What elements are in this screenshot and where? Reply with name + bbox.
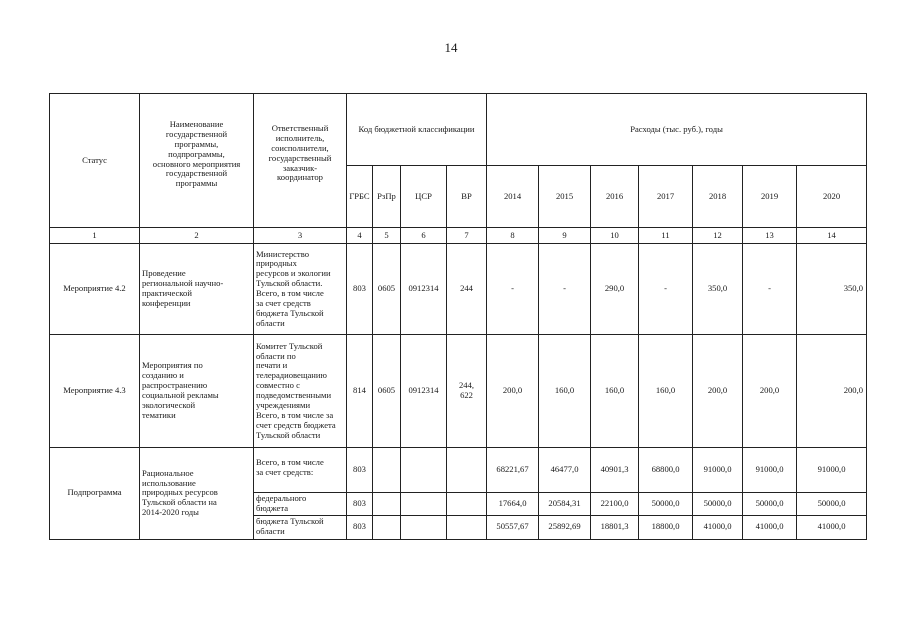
row-value: 160,0: [591, 335, 639, 448]
subprogram-responsible: Всего, в том числе за счет средств:: [254, 448, 347, 493]
column-number: 14: [797, 228, 867, 244]
row-csr: 0912314: [401, 244, 447, 335]
row-value: -: [487, 244, 539, 335]
header-year: 2020: [797, 166, 867, 228]
subprogram-value: 50000,0: [693, 493, 743, 516]
row-value: 350,0: [693, 244, 743, 335]
header-budget-code: Код бюджетной классификации: [347, 94, 487, 166]
row-value: 160,0: [539, 335, 591, 448]
row-status: Мероприятие 4.2: [50, 244, 140, 335]
row-value: 200,0: [743, 335, 797, 448]
subprogram-csr: [401, 493, 447, 516]
subprogram-value: 91000,0: [797, 448, 867, 493]
row-name: Мероприятия по созданию и распространению социальной рекламы экологической тематики: [140, 335, 254, 448]
subprogram-value: 40901,3: [591, 448, 639, 493]
header-responsible: Ответственный исполнитель, соисполнители, государственный заказчик- координатор: [254, 94, 347, 228]
row-value: -: [639, 244, 693, 335]
subprogram-value: 41000,0: [693, 515, 743, 539]
budget-table: [49, 93, 867, 540]
header-expenses: Расходы (тыс. руб.), годы: [487, 94, 867, 166]
table-row-subprogram-total: [50, 448, 867, 493]
subprogram-value: 46477,0: [539, 448, 591, 493]
row-value: -: [743, 244, 797, 335]
subprogram-vr: [447, 493, 487, 516]
subprogram-rzpr: [373, 493, 401, 516]
row-vr: 244: [447, 244, 487, 335]
column-number: 10: [591, 228, 639, 244]
header-status: Статус: [50, 94, 140, 228]
subprogram-value: 22100,0: [591, 493, 639, 516]
subprogram-grbs: 803: [347, 448, 373, 493]
row-rzpr: 0605: [373, 335, 401, 448]
column-number: 5: [373, 228, 401, 244]
row-grbs: 803: [347, 244, 373, 335]
column-number: 3: [254, 228, 347, 244]
header-grbs: ГРБС: [347, 166, 373, 228]
header-year: 2018: [693, 166, 743, 228]
table-row-measure-4-2: [50, 244, 867, 335]
column-number: 8: [487, 228, 539, 244]
row-csr: 0912314: [401, 335, 447, 448]
column-number: 4: [347, 228, 373, 244]
subprogram-vr: [447, 515, 487, 539]
column-number: 9: [539, 228, 591, 244]
subprogram-value: 41000,0: [743, 515, 797, 539]
row-responsible: Министерство природных ресурсов и экологии Тульской области. Всего, в том числе за счет средств бюджета Тульской области: [254, 244, 347, 335]
column-number-row: [50, 228, 867, 244]
row-status: Мероприятие 4.3: [50, 335, 140, 448]
column-number: 2: [140, 228, 254, 244]
page-number: 14: [444, 40, 458, 55]
column-number: 7: [447, 228, 487, 244]
row-value: 350,0: [797, 244, 867, 335]
subprogram-responsible: федерального бюджета: [254, 493, 347, 516]
column-number: 6: [401, 228, 447, 244]
subprogram-grbs: 803: [347, 493, 373, 516]
column-number: 13: [743, 228, 797, 244]
subprogram-value: 41000,0: [797, 515, 867, 539]
subprogram-status: Подпрограмма: [50, 448, 140, 540]
header-year: 2016: [591, 166, 639, 228]
subprogram-responsible: бюджета Тульской области: [254, 515, 347, 539]
column-number: 12: [693, 228, 743, 244]
row-vr: 244, 622: [447, 335, 487, 448]
row-value: 290,0: [591, 244, 639, 335]
row-value: 160,0: [639, 335, 693, 448]
subprogram-value: 17664,0: [487, 493, 539, 516]
subprogram-value: 50000,0: [743, 493, 797, 516]
column-number: 11: [639, 228, 693, 244]
row-responsible: Комитет Тульской области по печати и телерадиовещанию совместно с подведомственными учреждениями Всего, в том числе за счет средств бюджета Тульской области: [254, 335, 347, 448]
subprogram-value: 50000,0: [797, 493, 867, 516]
header-year: 2017: [639, 166, 693, 228]
subprogram-csr: [401, 448, 447, 493]
subprogram-grbs: 803: [347, 515, 373, 539]
table-row-measure-4-3: [50, 335, 867, 448]
subprogram-value: 50000,0: [639, 493, 693, 516]
subprogram-csr: [401, 515, 447, 539]
subprogram-value: 68800,0: [639, 448, 693, 493]
subprogram-rzpr: [373, 448, 401, 493]
row-grbs: 814: [347, 335, 373, 448]
subprogram-value: 18800,0: [639, 515, 693, 539]
subprogram-value: 68221,67: [487, 448, 539, 493]
subprogram-value: 20584,31: [539, 493, 591, 516]
header-year: 2014: [487, 166, 539, 228]
subprogram-value: 91000,0: [693, 448, 743, 493]
header-program-name: Наименование государственной программы, подпрограммы, основного мероприятия государственной программы: [140, 94, 254, 228]
row-value: 200,0: [693, 335, 743, 448]
subprogram-name: Рациональное использование природных ресурсов Тульской области на 2014-2020 годы: [140, 448, 254, 540]
header-csr: ЦСР: [401, 166, 447, 228]
header-vr: ВР: [447, 166, 487, 228]
header-year: 2015: [539, 166, 591, 228]
row-value: 200,0: [797, 335, 867, 448]
row-value: 200,0: [487, 335, 539, 448]
subprogram-value: 50557,67: [487, 515, 539, 539]
subprogram-value: 91000,0: [743, 448, 797, 493]
subprogram-vr: [447, 448, 487, 493]
row-rzpr: 0605: [373, 244, 401, 335]
row-name: Проведение региональной научно- практической конференции: [140, 244, 254, 335]
header-year: 2019: [743, 166, 797, 228]
header-rzpr: РзПр: [373, 166, 401, 228]
column-number: 1: [50, 228, 140, 244]
row-value: -: [539, 244, 591, 335]
subprogram-value: 25892,69: [539, 515, 591, 539]
subprogram-rzpr: [373, 515, 401, 539]
header-row-top: [50, 94, 867, 166]
subprogram-value: 18801,3: [591, 515, 639, 539]
